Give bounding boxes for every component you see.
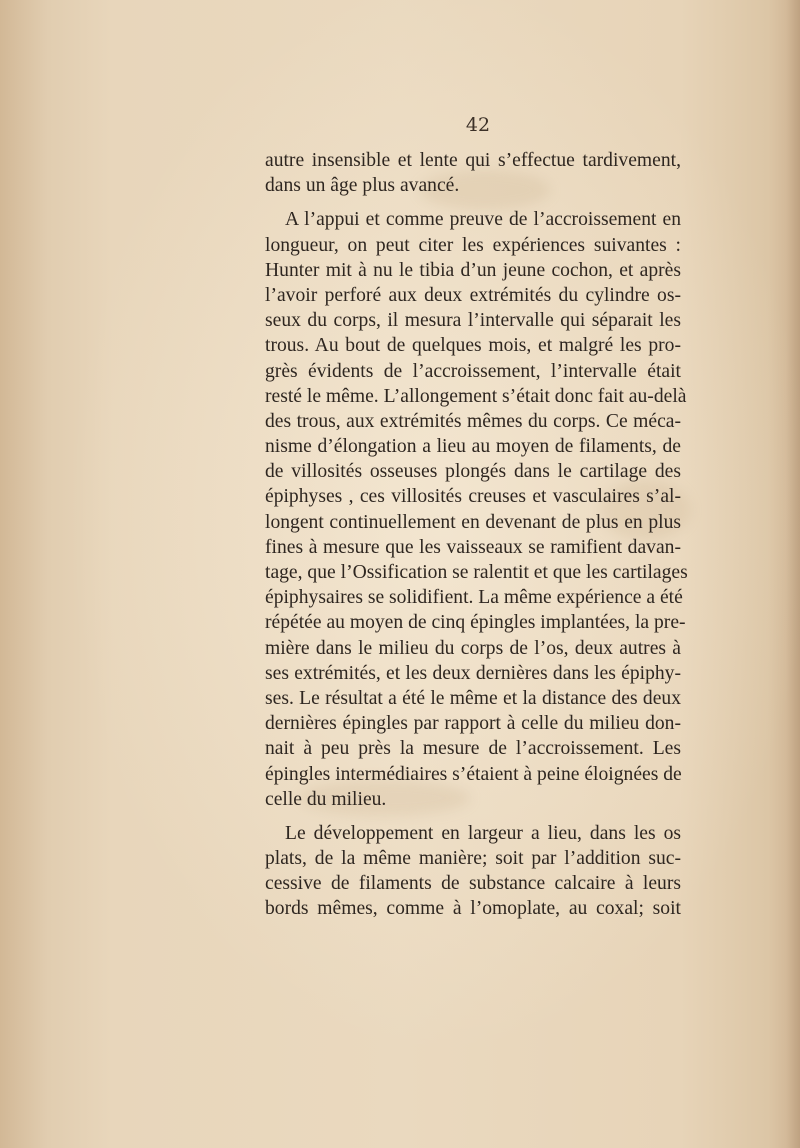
text-line: de villosités osseuses plongés dans le cartilage des: [265, 461, 681, 483]
paragraph-gap: [265, 198, 681, 207]
text-line: nisme d’élongation a lieu au moyen de filaments, de: [265, 436, 681, 458]
text-line: seux du corps, il mesura l’intervalle qui séparait les: [265, 310, 681, 332]
text-line: cessive de filaments de substance calcaire à leurs: [265, 873, 681, 895]
text-line: dans un âge plus avancé.: [265, 175, 460, 197]
text-line: celle du milieu.: [265, 788, 387, 810]
text-line: tage, que l’Ossification se ralentit et que les cartilages: [265, 562, 688, 583]
text-line: bords mêmes, comme à l’omoplate, au coxal; soit: [265, 898, 681, 920]
text-line: grès évidents de l’accroissement, l’intervalle était: [265, 360, 681, 382]
text-line: ses extrémités, et les deux dernières dans les épiphy-: [265, 662, 681, 684]
text-line: longent continuellement en devenant de plus en plus: [265, 511, 681, 533]
text-line: épingles intermédiaires s’étaient à peine éloignées de: [265, 763, 682, 785]
text-line: nait à peu près la mesure de l’accroissement. Les: [265, 738, 681, 760]
text-line: dernières épingles par rapport à celle du milieu don-: [265, 713, 681, 735]
paragraph-gap: [265, 812, 681, 821]
text-line: ses. Le résultat a été le même et la distance des deux: [265, 687, 681, 709]
page-number: 42: [465, 114, 491, 136]
text-line: épiphyses , ces villosités creuses et vasculaires s’al-: [265, 486, 681, 508]
text-line: plats, de la même manière; soit par l’addition suc-: [265, 848, 681, 870]
body-text: [265, 148, 688, 922]
text-line: autre insensible et lente qui s’effectue tardivement,: [265, 150, 681, 171]
text-line: Le développement en largeur a lieu, dans les os: [285, 822, 681, 844]
text-line: A l’appui et comme preuve de l’accroissement en: [285, 209, 681, 231]
text-line: mière dans le milieu du corps de l’os, deux autres à: [265, 637, 681, 659]
text-line: des trous, aux extrémités mêmes du corps. Ce méca-: [265, 410, 681, 432]
text-line: resté le même. L’allongement s’était donc fait au-delà: [265, 385, 687, 407]
text-line: épiphysaires se solidifient. La même expérience a été: [265, 587, 683, 609]
text-line: répétée au moyen de cinq épingles implantées, la pre-: [265, 612, 686, 634]
text-line: l’avoir perforé aux deux extrémités du cylindre os-: [265, 284, 681, 306]
text-line: trous. Au bout de quelques mois, et malgré les pro-: [265, 335, 681, 357]
text-line: longueur, on peut citer les expériences suivantes :: [265, 234, 681, 256]
text-line: Hunter mit à nu le tibia d’un jeune cochon, et après: [265, 259, 681, 281]
text-line: fines à mesure que les vaisseaux se ramifient davan-: [265, 536, 681, 558]
